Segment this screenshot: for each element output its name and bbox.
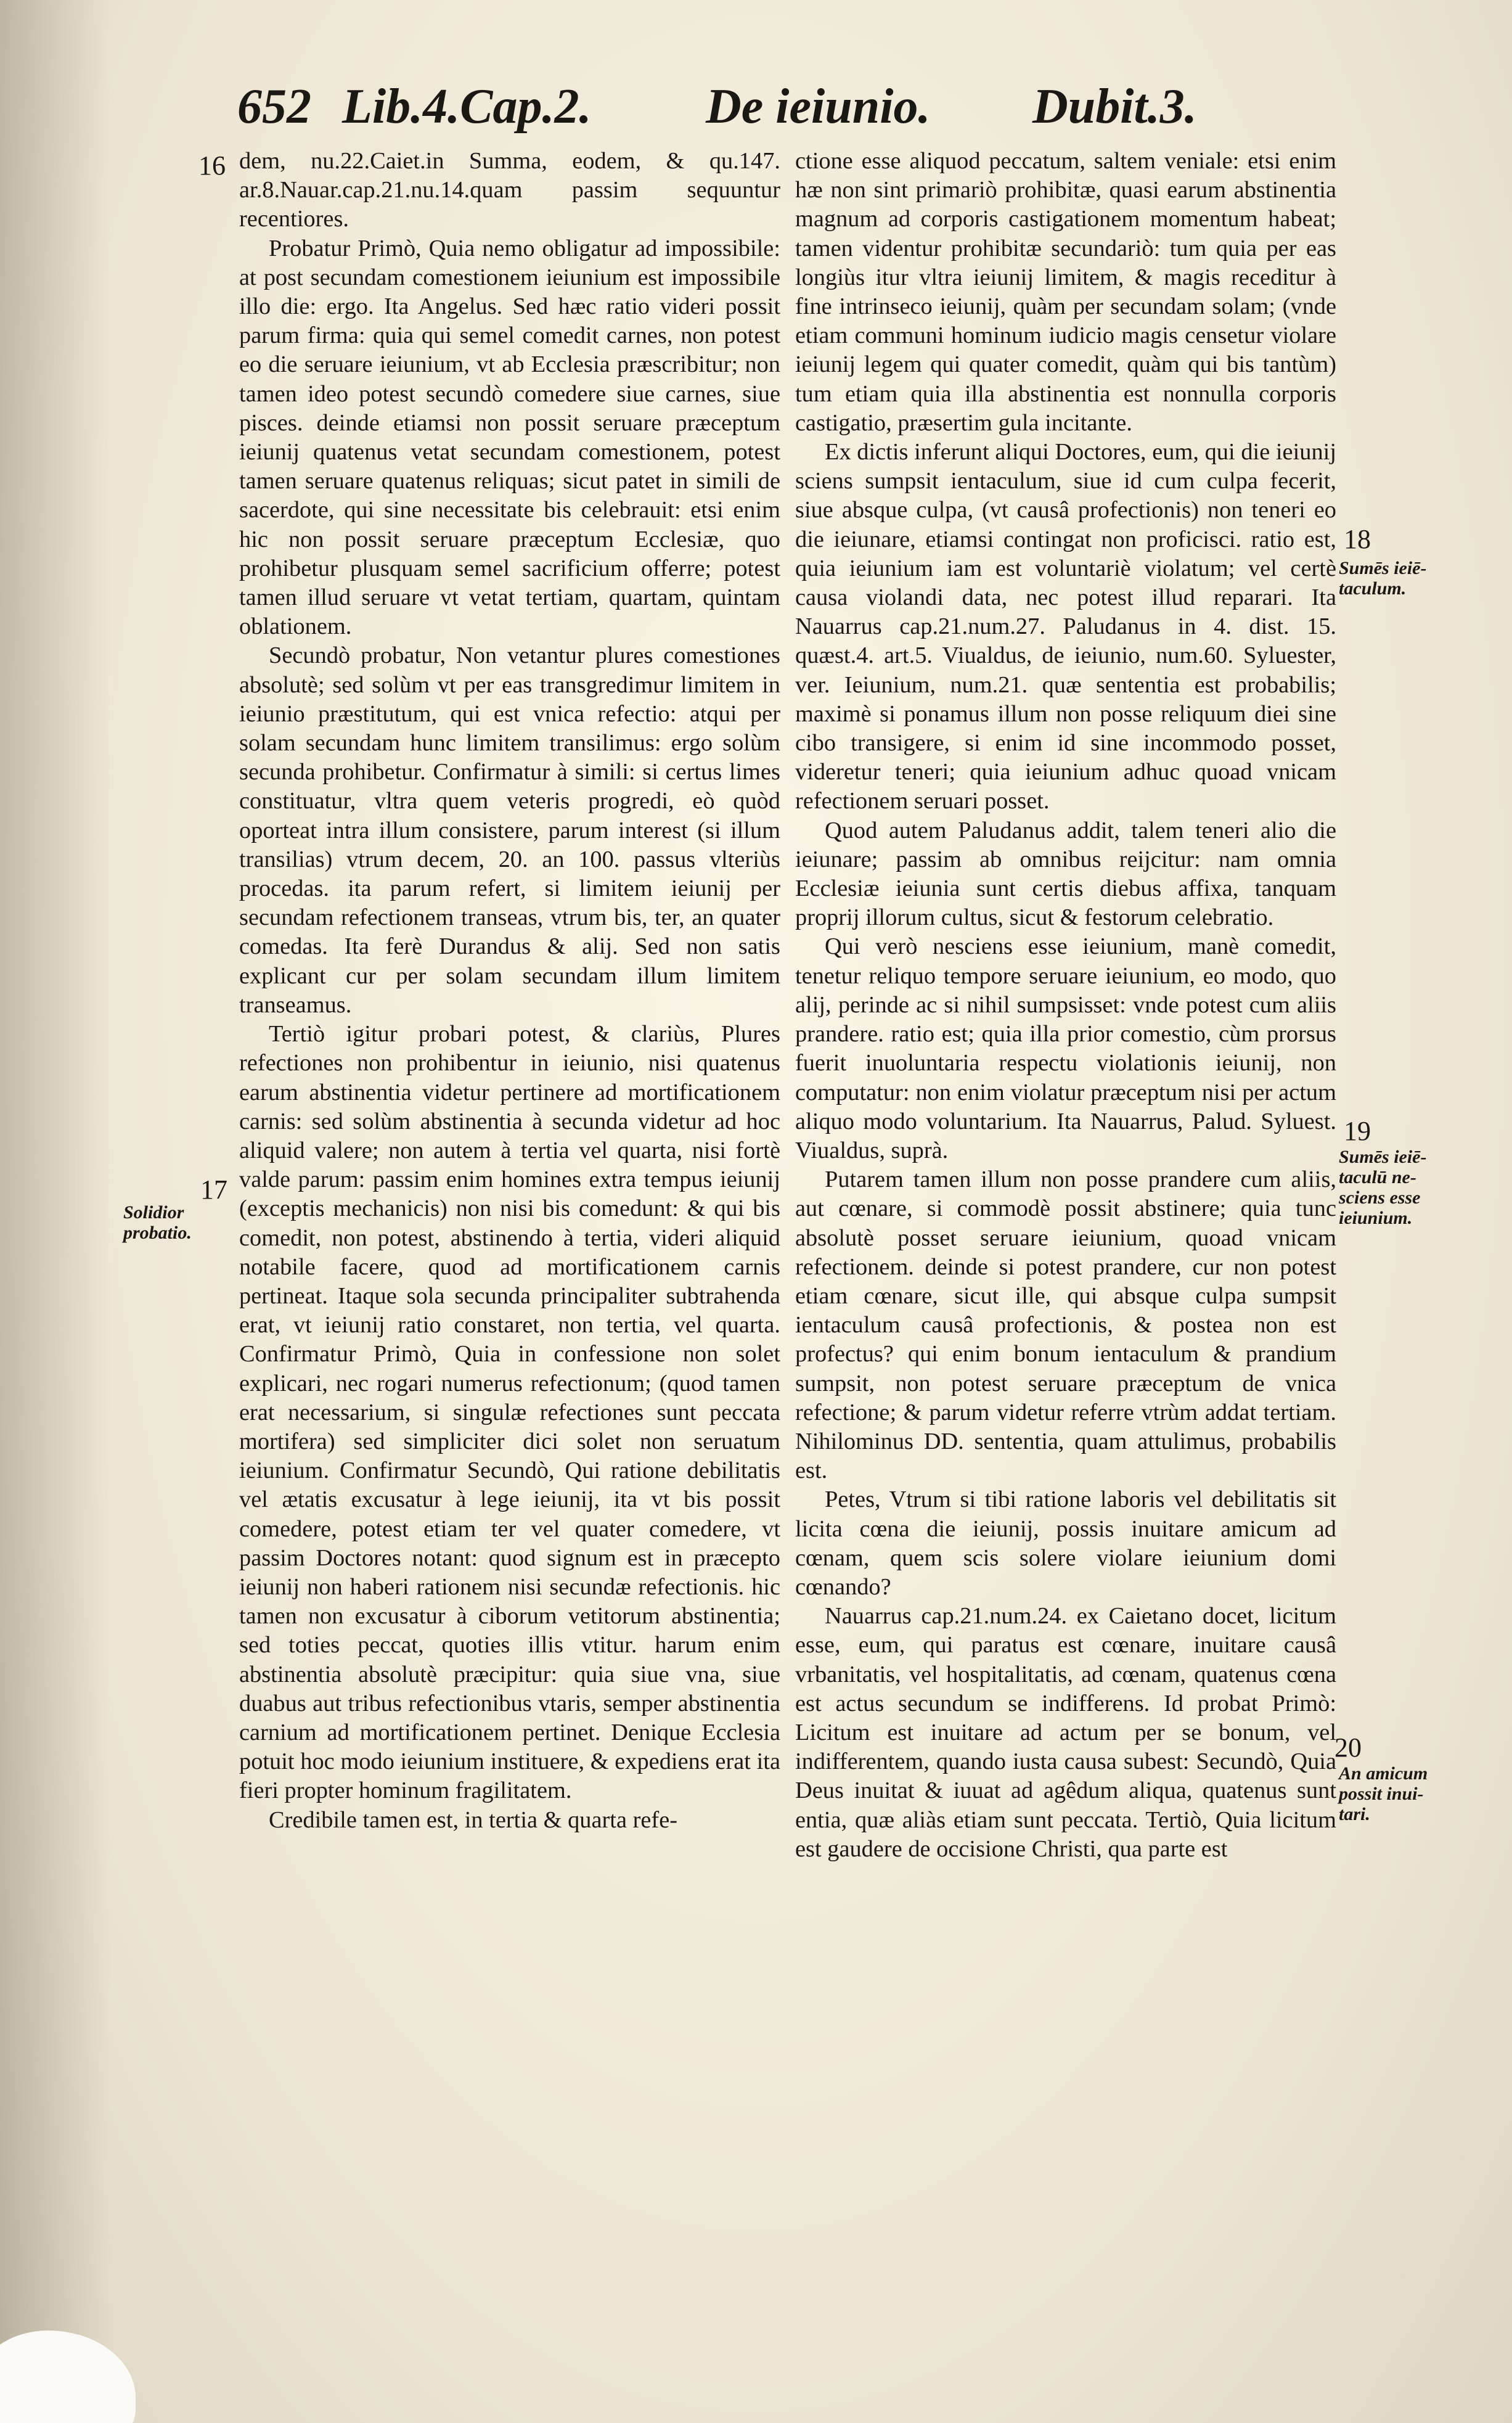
paragraph: Probatur Primò, Quia nemo obligatur ad impossibile: at post secundam comestionem ieiunium est impossibile illo die: ergo. Ita Angelus. Sed hæc ratio videri possit parum firma: quia qui semel comedit carnes, non potest eo die seruare ieiunium, vt ab Ecclesia præscribitur; non tamen ideo potest secundò comedere siue carnes, siue pisces. deinde etiamsi non possit seruare præceptum ieiunij quatenus vetat secundam comestionem, potest tamen seruare quatenus reliquas; sicut patet in simili de sacerdote, qui sine necessitate bis celebrauit: etsi enim hic non possit seruare præceptum Ecclesiæ, quo prohibetur plusquam semel sacrificium offerre; potest tamen illud seruare vt vetat tertiam, quartam, quintam oblationem. <box>239 235 780 640</box>
margin-note-line: ieiunium. <box>1339 1208 1413 1228</box>
margin-note-line: sciens esse <box>1339 1187 1421 1208</box>
margin-note-line: An amicum <box>1339 1763 1428 1784</box>
paragraph: Credibile tamen est, in tertia & quarta refe- <box>269 1806 678 1833</box>
margin-number-18: 18 <box>1344 524 1371 554</box>
margin-number-20: 20 <box>1334 1732 1362 1763</box>
margin-number-19: 19 <box>1344 1116 1371 1146</box>
margin-note-line: Sumēs ieiē- <box>1339 558 1427 578</box>
margin-note-17 <box>123 1202 192 1243</box>
section-title: De ieiunio. <box>706 80 931 134</box>
margin-note-line: Solidior <box>123 1202 184 1223</box>
margin-note-line: probatio. <box>123 1223 192 1243</box>
paragraph: Qui verò nesciens esse ieiunium, manè comedit, tenetur reliquo tempore seruare ieiunium, eo modo, quo alij, perinde ac si nihil sumpsisset: vnde potest cum aliis prandere. ratio est; quia illa prior comestio, cùm prorsus fuerit inuoluntaria respectu violationis ieiunij, non computatur: non enim violatur præceptum nisi per actum aliquo modo voluntarium. Ita Nauarrus, Palud. Syluest. Viualdus, suprà. <box>795 933 1336 1163</box>
margin-note-20 <box>1339 1763 1428 1824</box>
dubit-label: Dubit.3. <box>1032 80 1197 134</box>
paragraph: Secundò probatur, Non vetantur plures comestiones absolutè; sed solùm vt per eas transgredimur limitem in ieiunio præstitutum, qui est vnica refectio: atqui per solam secundam hunc limitem transilimus: ergo solùm secunda prohibetur. Confirmatur à simili: si certus limes constituatur, vltra quem veteris progredi, eò quòd oporteat intra illum consistere, parum interest (si illum transilias) vtrum decem, 20. an 100. passus vlteriùs procedas. ita parum refert, si limitem ieiunij per secundam refectionem transeas, vtrum bis, ter, an quater comedas. Ita ferè Durandus & alij. Sed non satis explicant cur per solam secundam illum limitem transeamus. <box>239 642 780 1018</box>
margin-note-line: Sumēs ieiē- <box>1339 1147 1427 1167</box>
paragraph: Petes, Vtrum si tibi ratione laboris vel debilitatis sit licita cœna die ieiunij, possis inuitare amicum ad cœnam, quem scis solere violare ieiunium domi cœnando? <box>795 1486 1336 1600</box>
book-chapter: Lib.4.Cap.2. <box>342 80 592 134</box>
margin-number-16: 16 <box>198 150 226 181</box>
margin-note-line: possit inui- <box>1339 1784 1424 1804</box>
paragraph: Putarem tamen illum non posse prandere cum aliis, aut cœnare, si commodè possit abstinere; quia tunc absolutè posset seruare ieiunium, quoad vnicam refectionem. deinde si potest prandere, cur non potest etiam cœnare, sicut ille, qui absque culpa sumpsit ientaculum causâ profectionis, & postea non est profectus? qui enim bonum ientaculum & prandium sumpsit, non potest seruare præceptum de vnica refectione; & parum videtur referre vtrùm addat tertiam. Nihilominus DD. sententia, quam attulimus, probabilis est. <box>795 1166 1336 1484</box>
margin-note-line: tari. <box>1339 1804 1370 1824</box>
margin-number-17: 17 <box>200 1175 227 1205</box>
paragraph: Nauarrus cap.21.num.24. ex Caietano docet, licitum esse, eum, qui paratus est cœnare, inuitare causâ vrbanitatis, vel hospitalitatis, ad cœnam, quatenus cœna est actus secundum se indifferens. Id probat Primò: Licitum est inuitare ad actum per se bonum, vel indifferentem, quando iusta causa subest: Secundò, Quia Deus inuitat & iuuat ad agêdum aliqua, quatenus sunt entia, quæ aliàs etiam sunt peccata. Tertiò, Quia licitum est gaudere de occisione Christi, qua parte est <box>795 1603 1336 1862</box>
paragraph: Ex dictis inferunt aliqui Doctores, eum, qui die ieiunij sciens sumpsit ientaculum, siue id cum culpa fecerit, siue absque culpa, (vt causâ profectionis) non teneri eo die ieiunare, etiamsi contingat non proficisci. ratio est, quia ieiunium iam est voluntariè violatum; vel certè causa violandi data, nec potest illud reparari. Ita Nauarrus cap.21.num.27. Paludanus in 4. dist. 15. quæst.4. art.5. Viualdus, de ieiunio, num.60. Syluester, ver. Ieiunium, num.21. quæ sententia est probabilis; maximè si ponamus illum non posse reliquum diei sine cibo transigere, si enim id sine incommodo posset, videretur teneri; quia ieiunium adhuc quoad vnicam refectionem seruari posset. <box>795 439 1336 814</box>
margin-note-line: taculū ne- <box>1339 1167 1416 1187</box>
paragraph: ctione esse aliquod peccatum, saltem veniale: etsi enim hæ non sint primariò prohibitæ, quasi earum abstinentia magnum ad corporis castigationem momentum habeat; tamen videntur prohibitæ secundariò: tum quia per eas longiùs itur vltra ieiunij limitem, & magis receditur à fine intrinseco ieiunij, quàm per secundam solam; (vnde etiam communi hominum iudicio magis censetur violare ieiunij legem qui quater comedit, quàm qui bis tantùm) tum etiam quia illa abstinentia est nonnulla corporis castigatio, præsertim gula incitante. <box>795 148 1336 436</box>
torn-corner <box>0 2331 136 2423</box>
margin-note-line: taculum. <box>1339 578 1407 599</box>
paragraph: Tertiò igitur probari potest, & clariùs, Plures refectiones non prohibentur in ieiunio, nisi quatenus earum abstinentia videtur pertinere ad mortificationem carnis: sed solùm abstinentia à secunda videtur ad hoc aliquid valere; non autem à tertia vel quarta, nisi fortè valde parum: passim enim homines extra tempus ieiunij (exceptis mechanicis) non nisi bis comedunt: & qui bis comedit, non potest, abstinendo à tertia, videri aliquid notabile facere, quod ad mortificationem carnis pertineat. Itaque sola secunda principaliter subtrahenda erat, vt ieiunij ratio constaret, non tertia, vel quarta. Confirmatur Primò, Quia in confessione non solet explicari, nec rogari numerus refectionum; (quod tamen erat necessarium, si singulæ refectiones sunt peccata mortifera) sed simpliciter dici solet non seruatum ieiunium. Confirmatur Secundò, Qui ratione debilitatis vel ætatis excusatur à lege ieiunij, ita vt bis possit comedere, potest etiam ter vel quater comedere, vt passim Doctores notant: quod signum est in præcepto ieiunij non haberi rationem nisi secundæ refectionis. hic tamen non excusatur à ciborum vetitorum abstinentia; sed toties peccat, quoties illis vtitur. harum enim abstinentia absolutè præcipitur: quia siue vna, siue duabus aut tribus refectionibus vtaris, semper abstinentia carnium ad mortificationem pertinet. Denique Ecclesia potuit hoc modo ieiunium instituere, & expediens erat ita fieri propter hominum fragilitatem. <box>239 1021 780 1804</box>
running-header <box>237 73 1211 141</box>
page-number: 652 <box>237 80 311 134</box>
right-column <box>795 147 1336 1864</box>
left-column <box>239 147 780 1835</box>
paragraph: dem, nu.22.Caiet.in Summa, eodem, & qu.147. ar.8.Nauar.cap.21.nu.14.quam passim sequuntur recentiores. <box>239 148 780 232</box>
paragraph: Quod autem Paludanus addit, talem teneri alio die ieiunare; passim ab omnibus reijcitur: nam omnia Ecclesiæ ieiunia sunt certis diebus affixa, tanquam proprij illorum cultus, sicut & festorum celebratio. <box>795 817 1336 931</box>
page-edge-shadow <box>0 0 111 2423</box>
margin-note-18 <box>1339 558 1427 599</box>
margin-note-19 <box>1339 1147 1427 1228</box>
